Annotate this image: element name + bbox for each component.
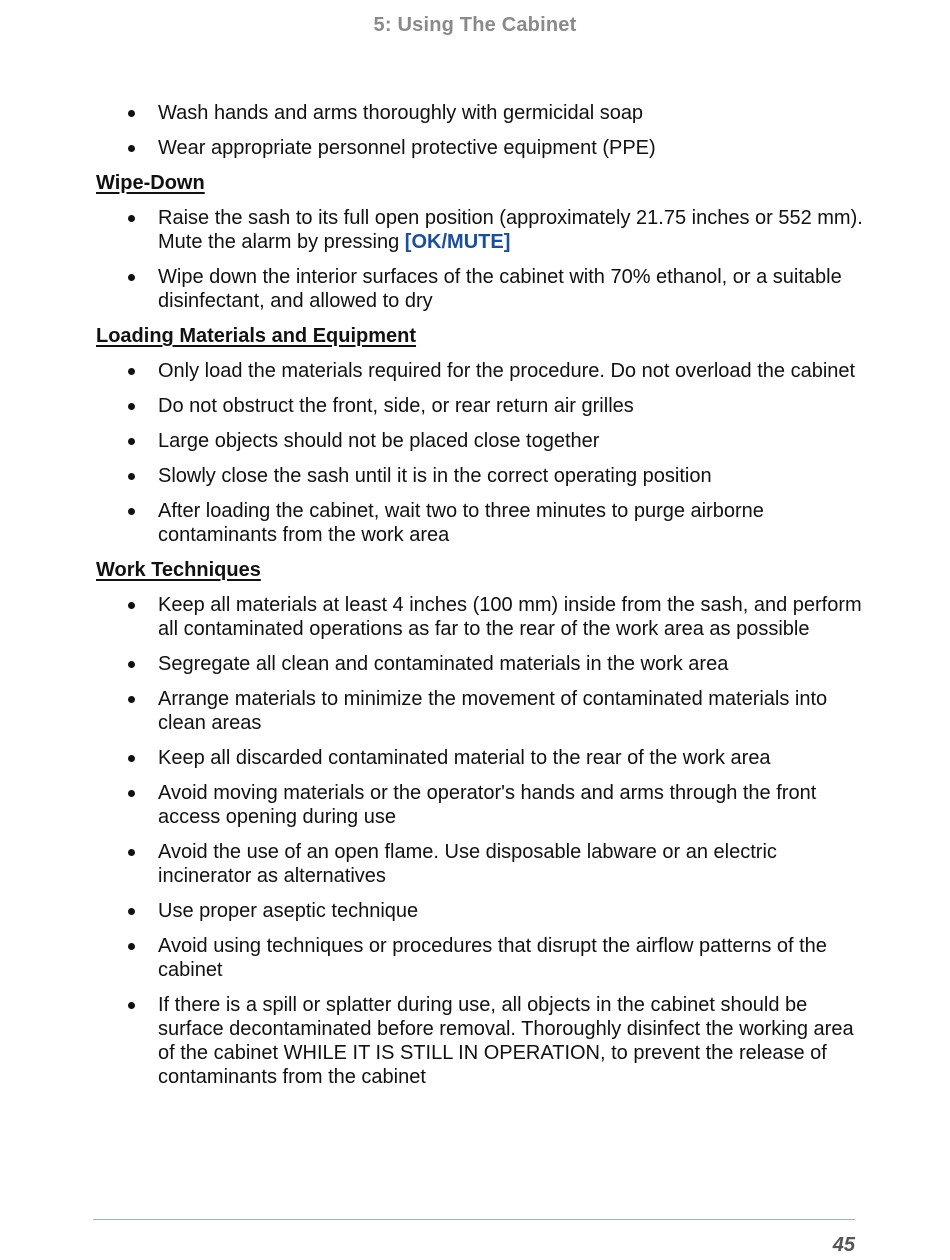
page-content [96,101,866,1100]
list-item: After loading the cabinet, wait two to three minutes to purge airborne contaminants from the work area [96,499,866,547]
bullet-icon [128,368,135,375]
page-number: 45 [832,1234,855,1256]
list-item: Wear appropriate personnel protective equipment (PPE) [96,136,866,160]
bullet-icon [128,473,135,480]
work-techniques-list [96,593,866,1089]
list-item: Use proper aseptic technique [96,899,866,923]
list-item: Avoid using techniques or procedures that disrupt the airflow patterns of the cabinet [96,934,866,982]
bullet-icon [128,849,135,856]
list-item: Keep all discarded contaminated material to the rear of the work area [96,746,866,770]
list-item: Segregate all clean and contaminated materials in the work area [96,652,866,676]
list-item: Avoid moving materials or the operator's hands and arms through the front access opening during use [96,781,866,829]
bullet-icon [128,403,135,410]
bullet-icon [128,110,135,117]
bullet-icon [128,908,135,915]
page-header-title: 5: Using The Cabinet [373,14,577,36]
bullet-icon [128,438,135,445]
bullet-icon [128,602,135,609]
section-heading-wipe-down: Wipe-Down [96,172,205,194]
list-item: Avoid the use of an open flame. Use disposable labware or an electric incinerator as alternatives [96,840,866,888]
section-heading-work-techniques: Work Techniques [96,559,261,581]
wipe-down-list [96,206,866,313]
list-item: Wash hands and arms thoroughly with germicidal soap [96,101,866,125]
section-heading-loading: Loading Materials and Equipment [96,325,417,347]
list-item: Arrange materials to minimize the movement of contaminated materials into clean areas [96,687,866,735]
bullet-icon [128,943,135,950]
list-item: Keep all materials at least 4 inches (100 mm) inside from the sash, and perform all contaminated operations as far to the rear of the work area as possible [96,593,866,641]
list-item: Large objects should not be placed close together [96,429,866,453]
loading-list [96,359,866,547]
list-item: Only load the materials required for the procedure. Do not overload the cabinet [96,359,866,383]
bullet-icon [128,790,135,797]
ok-mute-key-label: [OK/MUTE] [404,231,511,253]
bullet-icon [128,696,135,703]
list-item: Do not obstruct the front, side, or rear return air grilles [96,394,866,418]
bullet-icon [128,274,135,281]
bullet-icon [128,1002,135,1009]
bullet-icon [128,508,135,515]
list-item: Wipe down the interior surfaces of the cabinet with 70% ethanol, or a suitable disinfectant, and allowed to dry [96,265,866,313]
footer-divider [93,1219,855,1220]
intro-list [96,101,866,160]
bullet-icon [128,145,135,152]
list-item: Slowly close the sash until it is in the correct operating position [96,464,866,488]
bullet-icon [128,215,135,222]
bullet-icon [128,661,135,668]
list-item: If there is a spill or splatter during use, all objects in the cabinet should be surface decontaminated before removal. Thoroughly disinfect the working area of the cabinet WHILE IT IS STILL IN OPERATION, to prevent the release of contaminants from the cabinet [96,993,866,1089]
bullet-icon [128,755,135,762]
list-item: Raise the sash to its full open position (approximately 21.75 inches or 552 mm). Mute the alarm by pressing [OK/MUTE] [96,206,866,254]
